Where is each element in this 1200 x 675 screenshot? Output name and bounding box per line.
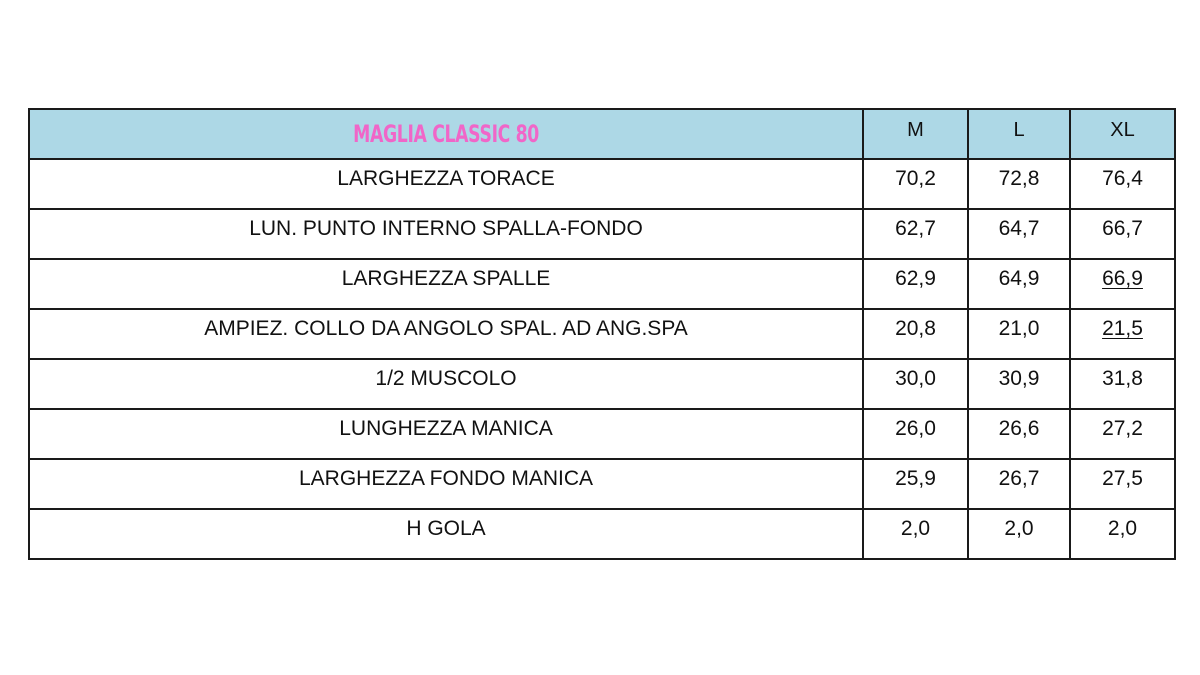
table-row bbox=[29, 459, 1175, 509]
header-row bbox=[29, 109, 1175, 159]
table-row bbox=[29, 209, 1175, 259]
value-l: 26,7 bbox=[968, 459, 1070, 509]
value-l: 21,0 bbox=[968, 309, 1070, 359]
value-xl-text: 66,9 bbox=[1102, 267, 1143, 290]
row-label: LUNGHEZZA MANICA bbox=[29, 409, 863, 459]
row-label: AMPIEZ. COLLO DA ANGOLO SPAL. AD ANG.SPA bbox=[29, 309, 863, 359]
value-xl: 27,5 bbox=[1070, 459, 1175, 509]
row-label: LUN. PUNTO INTERNO SPALLA-FONDO bbox=[29, 209, 863, 259]
size-header-m: M bbox=[863, 109, 968, 159]
value-m: 62,7 bbox=[863, 209, 968, 259]
table-row bbox=[29, 159, 1175, 209]
row-label: 1/2 MUSCOLO bbox=[29, 359, 863, 409]
value-xl bbox=[1070, 309, 1175, 359]
value-xl: 2,0 bbox=[1070, 509, 1175, 559]
value-xl: 66,7 bbox=[1070, 209, 1175, 259]
value-m: 25,9 bbox=[863, 459, 968, 509]
value-l: 26,6 bbox=[968, 409, 1070, 459]
value-xl-text: 21,5 bbox=[1102, 317, 1143, 340]
row-label: LARGHEZZA TORACE bbox=[29, 159, 863, 209]
value-l: 64,7 bbox=[968, 209, 1070, 259]
value-xl: 76,4 bbox=[1070, 159, 1175, 209]
row-label: H GOLA bbox=[29, 509, 863, 559]
size-header-xl: XL bbox=[1070, 109, 1175, 159]
value-xl: 31,8 bbox=[1070, 359, 1175, 409]
table-row bbox=[29, 509, 1175, 559]
value-m: 26,0 bbox=[863, 409, 968, 459]
table-title: MAGLIA CLASSIC 80 bbox=[353, 120, 539, 148]
value-m: 2,0 bbox=[863, 509, 968, 559]
value-l: 30,9 bbox=[968, 359, 1070, 409]
value-l: 64,9 bbox=[968, 259, 1070, 309]
value-m: 20,8 bbox=[863, 309, 968, 359]
size-header-l: L bbox=[968, 109, 1070, 159]
table-row bbox=[29, 359, 1175, 409]
value-l: 72,8 bbox=[968, 159, 1070, 209]
row-label: LARGHEZZA FONDO MANICA bbox=[29, 459, 863, 509]
value-m: 62,9 bbox=[863, 259, 968, 309]
row-label: LARGHEZZA SPALLE bbox=[29, 259, 863, 309]
value-m: 30,0 bbox=[863, 359, 968, 409]
table-title-cell bbox=[29, 109, 863, 159]
value-xl: 27,2 bbox=[1070, 409, 1175, 459]
value-m: 70,2 bbox=[863, 159, 968, 209]
size-chart-table bbox=[28, 108, 1176, 560]
table-row bbox=[29, 309, 1175, 359]
table-row bbox=[29, 259, 1175, 309]
table-row bbox=[29, 409, 1175, 459]
value-l: 2,0 bbox=[968, 509, 1070, 559]
value-xl bbox=[1070, 259, 1175, 309]
